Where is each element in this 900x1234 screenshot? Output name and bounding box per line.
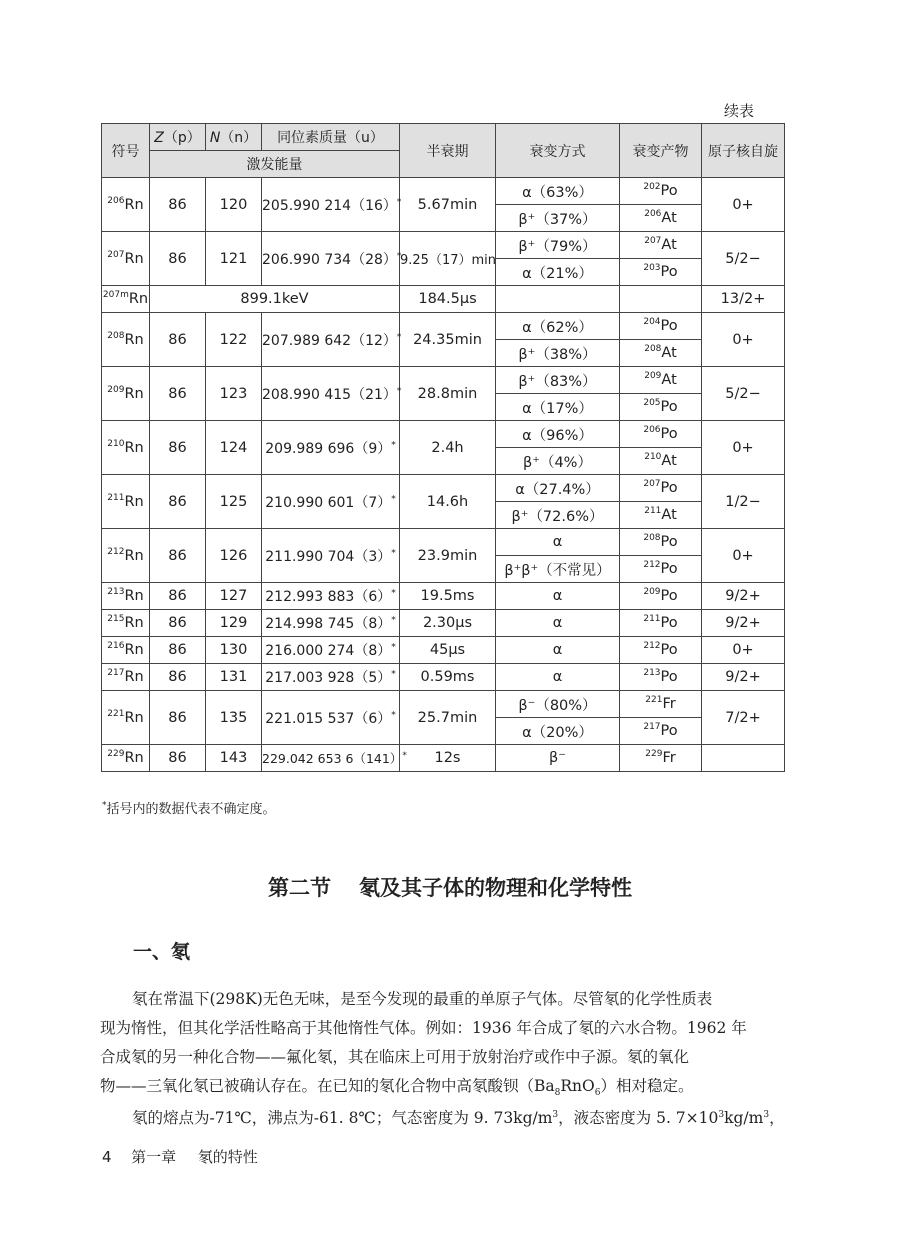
proton-number: 86 <box>150 421 206 475</box>
decay-mode <box>496 286 620 313</box>
half-life: 12s <box>400 745 496 772</box>
nuclear-spin: 0+ <box>702 637 785 664</box>
neutron-number: 127 <box>206 583 262 610</box>
page-footer <box>102 1146 258 1167</box>
header-halflife: 半衰期 <box>400 124 496 178</box>
decay-mode: α <box>496 664 620 691</box>
decay-mode: α（62%） <box>496 313 620 340</box>
neutron-number: 143 <box>206 745 262 772</box>
decay-mode: β⁺（83%） <box>496 367 620 394</box>
isotope-mass: 214.998 745（8）* <box>262 610 400 637</box>
proton-number: 86 <box>150 313 206 367</box>
half-life: 2.4h <box>400 421 496 475</box>
table-row <box>102 529 785 556</box>
half-life: 184.5μs <box>400 286 496 313</box>
table-row <box>102 745 785 772</box>
proton-number: 86 <box>150 232 206 286</box>
nuclear-spin: 9/2+ <box>702 610 785 637</box>
paragraph-line: 合成氡的另一种化合物——氟化氡，其在临床上可用于放射治疗或作中子源。氡的氧化 <box>100 1048 690 1066</box>
table-row <box>102 232 785 259</box>
decay-product: $^{203}$Po <box>620 259 702 286</box>
decay-mode: β⁺（79%） <box>496 232 620 259</box>
isotope-symbol: $^{216}$Rn <box>102 637 150 664</box>
decay-product: $^{221}$Fr <box>620 691 702 718</box>
decay-product: $^{229}$Fr <box>620 745 702 772</box>
paragraph-line: 物——三氧化氡已被确认存在。在已知的氡化合物中高氡酸钡$(Ba_8RnO_6)$相对稳定。 <box>100 1077 694 1099</box>
half-life: 45μs <box>400 637 496 664</box>
decay-product <box>620 286 702 313</box>
decay-mode: α（21%） <box>496 259 620 286</box>
nuclear-spin: 0+ <box>702 178 785 232</box>
isotope-symbol: $^{206}$Rn <box>102 178 150 232</box>
proton-number: 86 <box>150 583 206 610</box>
half-life: 5.67min <box>400 178 496 232</box>
decay-mode: α（63%） <box>496 178 620 205</box>
isotope-symbol: $^{215}$Rn <box>102 610 150 637</box>
proton-number: 86 <box>150 664 206 691</box>
nuclear-spin: 0+ <box>702 421 785 475</box>
isotope-mass: 217.003 928（5）* <box>262 664 400 691</box>
half-life: 24.35min <box>400 313 496 367</box>
half-life: 19.5ms <box>400 583 496 610</box>
table-row <box>102 286 785 313</box>
header-product: 衰变产物 <box>620 124 702 178</box>
decay-mode: β⁺β⁺（不常见） <box>496 556 620 583</box>
isotope-mass: 221.015 537（6）* <box>262 691 400 745</box>
table-row <box>102 583 785 610</box>
decay-product: $^{205}$Po <box>620 394 702 421</box>
decay-product: $^{207}$Po <box>620 475 702 502</box>
isotope-mass: 216.000 274（8）* <box>262 637 400 664</box>
chapter-title: 氡的特性 <box>197 1148 258 1166</box>
neutron-number: 130 <box>206 637 262 664</box>
isotope-mass: 210.990 601（7）* <box>262 475 400 529</box>
decay-product: $^{207}$At <box>620 232 702 259</box>
nuclear-spin: 13/2+ <box>702 286 785 313</box>
header-decay-mode: 衰变方式 <box>496 124 620 178</box>
isotope-table <box>101 123 785 772</box>
decay-product: $^{212}$Po <box>620 556 702 583</box>
table-row <box>102 313 785 340</box>
decay-mode: α（17%） <box>496 394 620 421</box>
header-n: N（n） <box>206 124 262 151</box>
half-life: 0.59ms <box>400 664 496 691</box>
table-row <box>102 475 785 502</box>
isotope-mass: 212.993 883（6）* <box>262 583 400 610</box>
decay-mode: β⁺（38%） <box>496 340 620 367</box>
proton-number: 86 <box>150 610 206 637</box>
neutron-number: 126 <box>206 529 262 583</box>
isotope-symbol: $^{213}$Rn <box>102 583 150 610</box>
proton-number: 86 <box>150 637 206 664</box>
half-life: 9.25（17）min <box>400 232 496 286</box>
isotope-symbol: $^{210}$Rn <box>102 421 150 475</box>
table-row <box>102 637 785 664</box>
table-row <box>102 367 785 394</box>
proton-number: 86 <box>150 367 206 421</box>
isotope-symbol: $^{207}$Rn <box>102 232 150 286</box>
paragraph-line: 氡在常温下(298K)无色无味，是至今发现的最重的单原子气体。尽管氡的化学性质表 <box>132 990 713 1008</box>
isotope-symbol: $^{217}$Rn <box>102 664 150 691</box>
decay-mode: α（96%） <box>496 421 620 448</box>
header-symbol: 符号 <box>102 124 150 178</box>
isotope-symbol: $^{211}$Rn <box>102 475 150 529</box>
isotope-symbol: $^{229}$Rn <box>102 745 150 772</box>
decay-product: $^{208}$Po <box>620 529 702 556</box>
isotope-mass: 205.990 214（16）* <box>262 178 400 232</box>
isotope-symbol: $^{208}$Rn <box>102 313 150 367</box>
section-number: 第二节 <box>268 875 331 900</box>
proton-number: 86 <box>150 691 206 745</box>
decay-mode: β⁺（4%） <box>496 448 620 475</box>
neutron-number: 123 <box>206 367 262 421</box>
decay-mode: β⁻（80%） <box>496 691 620 718</box>
excitation-energy: 899.1keV <box>150 286 400 313</box>
isotope-mass: 209.989 696（9）* <box>262 421 400 475</box>
header-z: Z（p） <box>150 124 206 151</box>
decay-product: $^{212}$Po <box>620 637 702 664</box>
table-row <box>102 610 785 637</box>
decay-product: $^{204}$Po <box>620 313 702 340</box>
section-title <box>0 872 900 902</box>
header-mass: 同位素质量（u） <box>262 124 400 151</box>
header-spin: 原子核自旋 <box>702 124 785 178</box>
decay-mode: α（20%） <box>496 718 620 745</box>
section-name: 氡及其子体的物理和化学特性 <box>359 875 632 900</box>
neutron-number: 122 <box>206 313 262 367</box>
half-life: 23.9min <box>400 529 496 583</box>
isotope-mass: 206.990 734（28）* <box>262 232 400 286</box>
nuclear-spin: 9/2+ <box>702 664 785 691</box>
nuclear-spin: 7/2+ <box>702 691 785 745</box>
table-footnote: *括号内的数据代表不确定度。 <box>102 800 276 817</box>
neutron-number: 125 <box>206 475 262 529</box>
header-excitation: 激发能量 <box>150 151 400 178</box>
half-life: 28.8min <box>400 367 496 421</box>
isotope-symbol: $^{207m}$Rn <box>102 286 150 313</box>
nuclear-spin: 5/2− <box>702 232 785 286</box>
decay-mode: α（27.4%） <box>496 475 620 502</box>
nuclear-spin: 0+ <box>702 313 785 367</box>
nuclear-spin <box>702 745 785 772</box>
isotope-symbol: $^{209}$Rn <box>102 367 150 421</box>
isotope-symbol: $^{212}$Rn <box>102 529 150 583</box>
decay-mode: α <box>496 529 620 556</box>
chapter-number: 第一章 <box>131 1148 177 1166</box>
half-life: 25.7min <box>400 691 496 745</box>
isotope-mass: 208.990 415（21）* <box>262 367 400 421</box>
decay-product: $^{209}$Po <box>620 583 702 610</box>
decay-mode: α <box>496 637 620 664</box>
table-row <box>102 421 785 448</box>
paragraph-1 <box>100 985 790 1101</box>
subsection-title: 一、氡 <box>133 941 191 963</box>
decay-mode: α <box>496 610 620 637</box>
decay-product: $^{211}$Po <box>620 610 702 637</box>
page-number: 4 <box>102 1148 112 1166</box>
decay-mode: β⁺（37%） <box>496 205 620 232</box>
nuclear-spin: 5/2− <box>702 367 785 421</box>
table-row <box>102 664 785 691</box>
proton-number: 86 <box>150 745 206 772</box>
neutron-number: 129 <box>206 610 262 637</box>
decay-product: $^{211}$At <box>620 502 702 529</box>
neutron-number: 131 <box>206 664 262 691</box>
nuclear-spin: 9/2+ <box>702 583 785 610</box>
paragraph-2 <box>100 1104 790 1133</box>
decay-mode: α <box>496 583 620 610</box>
decay-product: $^{208}$At <box>620 340 702 367</box>
continued-label: 续表 <box>724 102 755 120</box>
isotope-mass: 229.042 653 6（141）* <box>262 745 400 772</box>
decay-product: $^{209}$At <box>620 367 702 394</box>
table-row <box>102 178 785 205</box>
neutron-number: 120 <box>206 178 262 232</box>
neutron-number: 124 <box>206 421 262 475</box>
isotope-symbol: $^{221}$Rn <box>102 691 150 745</box>
decay-product: $^{213}$Po <box>620 664 702 691</box>
decay-product: $^{217}$Po <box>620 718 702 745</box>
half-life: 2.30μs <box>400 610 496 637</box>
neutron-number: 135 <box>206 691 262 745</box>
decay-product: $^{210}$At <box>620 448 702 475</box>
proton-number: 86 <box>150 178 206 232</box>
half-life: 14.6h <box>400 475 496 529</box>
decay-product: $^{206}$At <box>620 205 702 232</box>
decay-mode: β⁻ <box>496 745 620 772</box>
paragraph-line: 氡的熔点为-71℃，沸点为-61. 8℃；气态密度为 9. $73kg/m^3$，液态密度为 5. $7\times 10^3kg/m^3$， <box>132 1109 785 1127</box>
table-row <box>102 691 785 718</box>
proton-number: 86 <box>150 475 206 529</box>
decay-mode: β⁺（72.6%） <box>496 502 620 529</box>
paragraph-line: 现为惰性，但其化学活性略高于其他惰性气体。例如：1936 年合成了氡的六水合物。1962 年 <box>100 1019 747 1037</box>
isotope-mass: 207.989 642（12）* <box>262 313 400 367</box>
decay-product: $^{206}$Po <box>620 421 702 448</box>
decay-product: $^{202}$Po <box>620 178 702 205</box>
nuclear-spin: 1/2− <box>702 475 785 529</box>
neutron-number: 121 <box>206 232 262 286</box>
nuclear-spin: 0+ <box>702 529 785 583</box>
proton-number: 86 <box>150 529 206 583</box>
isotope-mass: 211.990 704（3）* <box>262 529 400 583</box>
